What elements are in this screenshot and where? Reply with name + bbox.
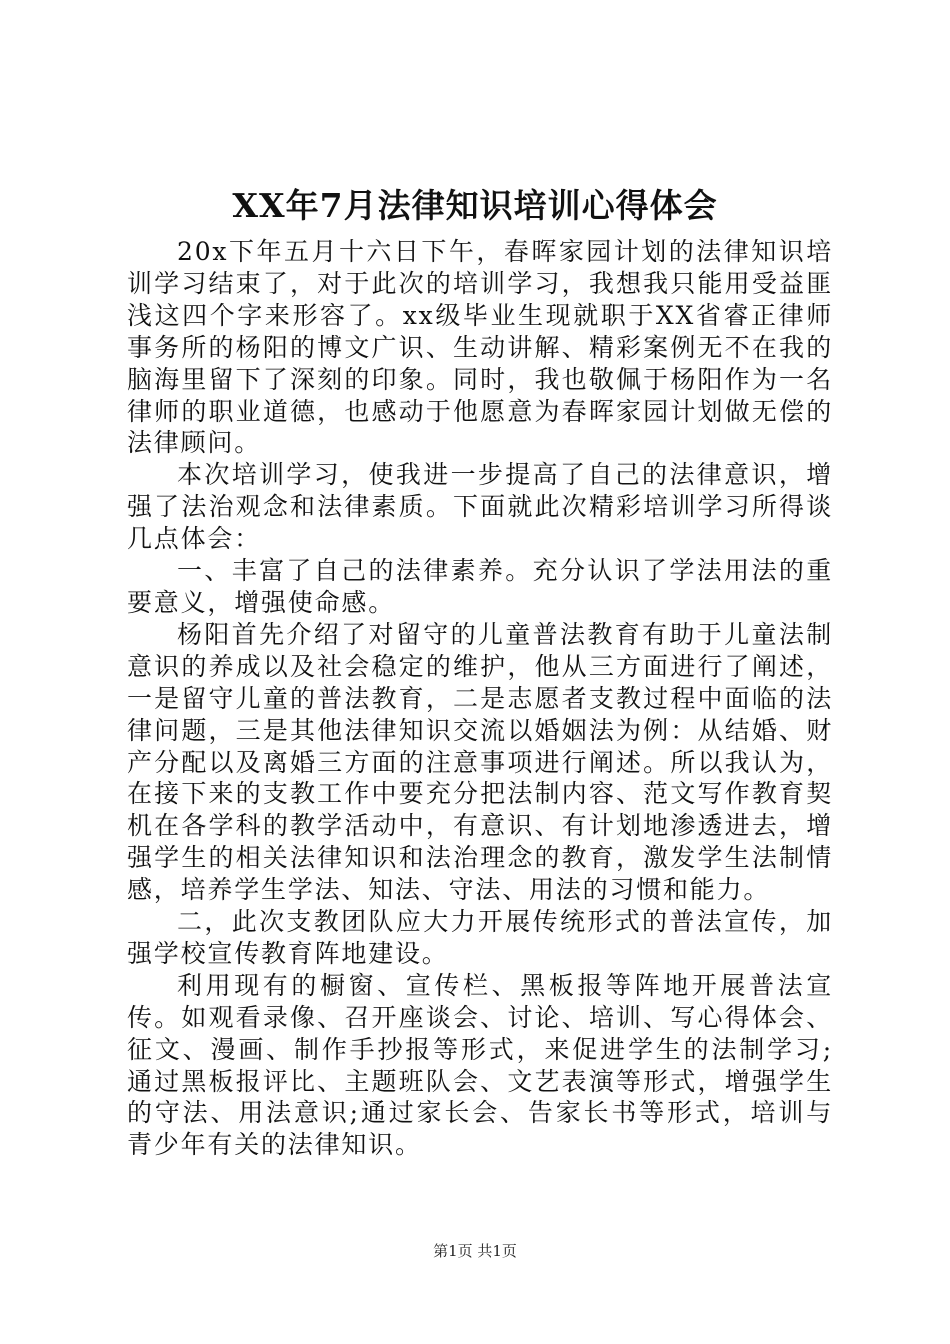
page-title: XX年7月法律知识培训心得体会 (232, 186, 718, 225)
paragraph-point-two: 二，此次支教团队应大力开展传统形式的普法宣传，加强学校宣传教育阵地建设。 (127, 907, 833, 968)
document-body (127, 236, 833, 1161)
paragraph-summary: 本次培训学习，使我进一步提高了自己的法律意识，增强了法治观念和法律素质。下面就此次精彩培训学习所得谈几点体会： (127, 460, 833, 554)
paragraph-point-two-detail: 利用现有的橱窗、宣传栏、黑板报等阵地开展普法宣传。如观看录像、召开座谈会、讨论、培训、写心得体会、征文、漫画、制作手抄报等形式，来促进学生的法制学习;通过黑板报评比、主题班队会、文艺表演等形式，增强学生的守法、用法意识;通过家长会、告家长书等形式，培训与青少年有关的法律知识。 (127, 970, 833, 1160)
paragraph-point-one: 一、丰富了自己的法律素养。充分认识了学法用法的重要意义，增强使命感。 (127, 556, 833, 617)
paragraph-intro: 20x下年五月十六日下午，春晖家园计划的法律知识培训学习结束了，对于此次的培训学习，我想我只能用受益匪浅这四个字来形容了。xx级毕业生现就职于XX省睿正律师事务所的杨阳的博文广识、生动讲解、精彩案例无不在我的脑海里留下了深刻的印象。同时，我也敬佩于杨阳作为一名律师的职业道德，也感动于他愿意为春晖家园计划做无偿的法律顾问。 (127, 237, 833, 458)
page-footer: 第1页 共1页 (433, 1242, 517, 1260)
paragraph-point-one-detail: 杨阳首先介绍了对留守的儿童普法教育有助于儿童法制意识的养成以及社会稳定的维护，他从三方面进行了阐述，一是留守儿童的普法教育，二是志愿者支教过程中面临的法律问题，三是其他法律知识交流以婚姻法为例：从结婚、财产分配以及离婚三方面的注意事项进行阐述。所以我认为，在接下来的支教工作中要充分把法制内容、范文写作教育契机在各学科的教学活动中，有意识、有计划地渗透进去，增强学生的相关法律知识和法治理念的教育，激发学生法制情感，培养学生学法、知法、守法、用法的习惯和能力。 (127, 619, 833, 905)
